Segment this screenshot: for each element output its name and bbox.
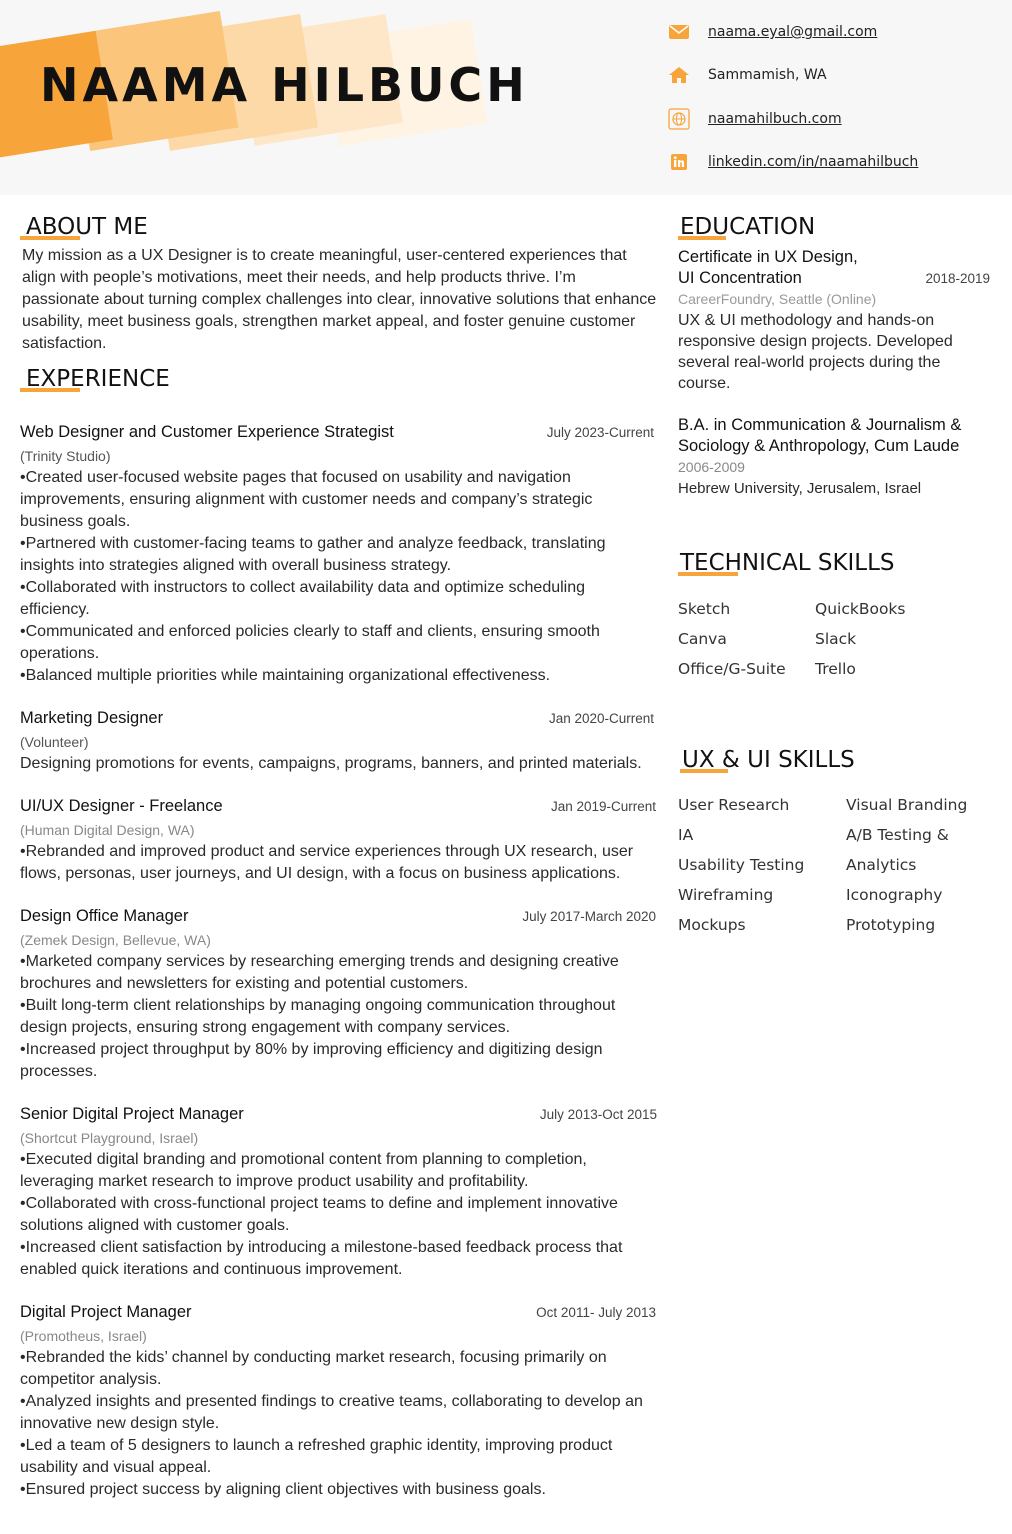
education-heading: EDUCATION xyxy=(680,214,816,240)
experience-heading: EXPERIENCE xyxy=(26,366,170,392)
envelope-icon xyxy=(668,21,690,43)
job-title: UI/UX Designer - Freelance xyxy=(20,797,223,815)
linkedin-icon xyxy=(668,151,690,173)
education-entry xyxy=(678,247,993,394)
skill-item: Mockups xyxy=(678,916,746,934)
email-link[interactable]: naama.eyal@gmail.com xyxy=(708,24,878,40)
job-bullet: • Increased client satisfaction by introducing a milestone-based feedback process that enabled quick iterations and continuous improvement. xyxy=(20,1237,648,1281)
job-bullet: • Led a team of 5 designers to launch a refreshed graphic identity, improving product usability and visual appeal. xyxy=(20,1435,645,1479)
job-org: (Trinity Studio) xyxy=(20,448,111,464)
website-link[interactable]: naamahilbuch.com xyxy=(708,111,842,127)
job-bullet: • Increased project throughput by 80% by improving efficiency and digitizing design processes. xyxy=(20,1039,645,1083)
job-date: July 2017-March 2020 xyxy=(522,909,656,924)
job-bullet: • Balanced multiple priorities while maintaining organizational effectiveness. xyxy=(20,665,630,687)
degree-title: UI Concentration xyxy=(678,269,802,287)
skill-item: Wireframing xyxy=(678,886,774,904)
globe-icon xyxy=(668,108,690,130)
job-bullet: • Collaborated with cross-functional project teams to define and implement innovative solutions aligned with customer goals. xyxy=(20,1193,648,1237)
linkedin-link[interactable]: linkedin.com/in/naamahilbuch xyxy=(708,154,919,170)
job-title: Senior Digital Project Manager xyxy=(20,1105,244,1123)
job-entry xyxy=(20,907,660,1083)
candidate-name: NAAMA HILBUCH xyxy=(40,58,529,112)
skill-item: IA xyxy=(678,826,694,844)
job-entry xyxy=(20,1303,660,1501)
contact-linkedin xyxy=(668,151,918,173)
job-bullet: • Rebranded and improved product and service experiences through UX research, user flows, personas, user journeys, and UI design, with a focus on business applications. xyxy=(20,841,660,885)
job-title: Web Designer and Customer Experience Strategist xyxy=(20,423,394,441)
resume-header xyxy=(0,0,1012,195)
job-org: (Zemek Design, Bellevue, WA) xyxy=(20,932,211,948)
degree-date: 2006-2009 xyxy=(678,459,745,475)
skill-item: Canva xyxy=(678,630,727,648)
skill-item: Prototyping xyxy=(846,916,936,934)
job-date: July 2013-Oct 2015 xyxy=(539,1107,657,1122)
contact-website xyxy=(668,108,842,130)
job-description: Designing promotions for events, campaigns, programs, banners, and printed materials. xyxy=(20,755,642,772)
job-bullet: • Created user-focused website pages that focused on usability and navigation improvements, ensuring alignment with customer needs and company’s strategic business goals. xyxy=(20,467,630,533)
skill-item: QuickBooks xyxy=(815,600,906,618)
job-title: Digital Project Manager xyxy=(20,1303,192,1321)
job-title: Marketing Designer xyxy=(20,709,164,727)
job-entry xyxy=(20,423,660,687)
degree-title: B.A. in Communication & Journalism & Sociology & Anthropology, Cum Laude xyxy=(678,416,962,455)
skill-item: A/B Testing & xyxy=(846,826,949,844)
job-date: July 2023-Current xyxy=(546,425,654,440)
job-bullet: • Built long-term client relationships by managing ongoing communication throughout design projects, ensuring strong engagement with company services. xyxy=(20,995,645,1039)
location-text: Sammamish, WA xyxy=(708,67,827,83)
home-icon xyxy=(668,64,690,86)
job-bullet: • Marketed company services by researching emerging trends and designing creative brochures and newsletters for existing and potential customers. xyxy=(20,951,645,995)
school-name: CareerFoundry, Seattle (Online) xyxy=(678,291,877,307)
job-bullet: • Rebranded the kids’ channel by conducting market research, focusing primarily on competitor analysis. xyxy=(20,1347,645,1391)
job-bullet: • Collaborated with instructors to collect availability data and optimize scheduling efficiency. xyxy=(20,577,630,621)
job-bullet: • Executed digital branding and promotional content from planning to completion, leveraging market research to improve product usability and profitability. xyxy=(20,1149,648,1193)
skill-item: Trello xyxy=(815,660,856,678)
job-date: Jan 2020-Current xyxy=(548,711,654,726)
job-date: Jan 2019-Current xyxy=(550,799,656,814)
skill-item: Iconography xyxy=(846,886,943,904)
about-heading: ABOUT ME xyxy=(26,214,148,240)
degree-date: 2018-2019 xyxy=(925,271,990,286)
contact-location xyxy=(668,64,827,86)
skill-item: Office/G-Suite xyxy=(678,660,786,678)
ux-ui-skills-heading: UX & UI SKILLS xyxy=(682,747,855,773)
job-entry xyxy=(20,797,660,885)
skill-item: Analytics xyxy=(846,856,917,874)
skill-item: Visual Branding xyxy=(846,796,968,814)
skill-item: Sketch xyxy=(678,600,731,618)
skill-item: User Research xyxy=(678,796,790,814)
job-entry xyxy=(20,709,660,775)
job-bullet: • Analyzed insights and presented findings to creative teams, collaborating to develop an innovative new design style. xyxy=(20,1391,645,1435)
degree-title: Certificate in UX Design, xyxy=(678,248,858,266)
job-bullet: • Communicated and enforced policies clearly to staff and clients, ensuring smooth operations. xyxy=(20,621,630,665)
job-org: (Promotheus, Israel) xyxy=(20,1328,147,1344)
job-org: (Volunteer) xyxy=(20,734,89,750)
job-bullet: • Ensured project success by aligning client objectives with business goals. xyxy=(20,1479,645,1501)
school-name: Hebrew University, Jerusalem, Israel xyxy=(678,480,922,497)
degree-description: UX & UI methodology and hands-on responsive design projects. Developed several real-world projects during the course. xyxy=(678,312,953,392)
job-title: Design Office Manager xyxy=(20,907,189,925)
job-org: (Human Digital Design, WA) xyxy=(20,822,195,838)
job-entry xyxy=(20,1105,660,1281)
skill-item: Slack xyxy=(815,630,857,648)
technical-skills-heading: TECHNICAL SKILLS xyxy=(680,550,895,576)
job-date: Oct 2011- July 2013 xyxy=(536,1305,656,1320)
job-org: (Shortcut Playground, Israel) xyxy=(20,1130,199,1146)
about-text: My mission as a UX Designer is to create meaningful, user-centered experiences that align with people’s motivations, meet their needs, and help products thrive. I’m passionate about turning complex challenges into clear, innovative solutions that enhance usability, meet business goals, strengthen market appeal, and foster genuine customer satisfaction. xyxy=(22,247,657,352)
skill-item: Usability Testing xyxy=(678,856,805,874)
contact-email xyxy=(668,21,877,43)
education-entry xyxy=(678,415,993,499)
job-bullet: • Partnered with customer-facing teams to gather and analyze feedback, translating insights into strategies aligned with overall business strategy. xyxy=(20,533,630,577)
